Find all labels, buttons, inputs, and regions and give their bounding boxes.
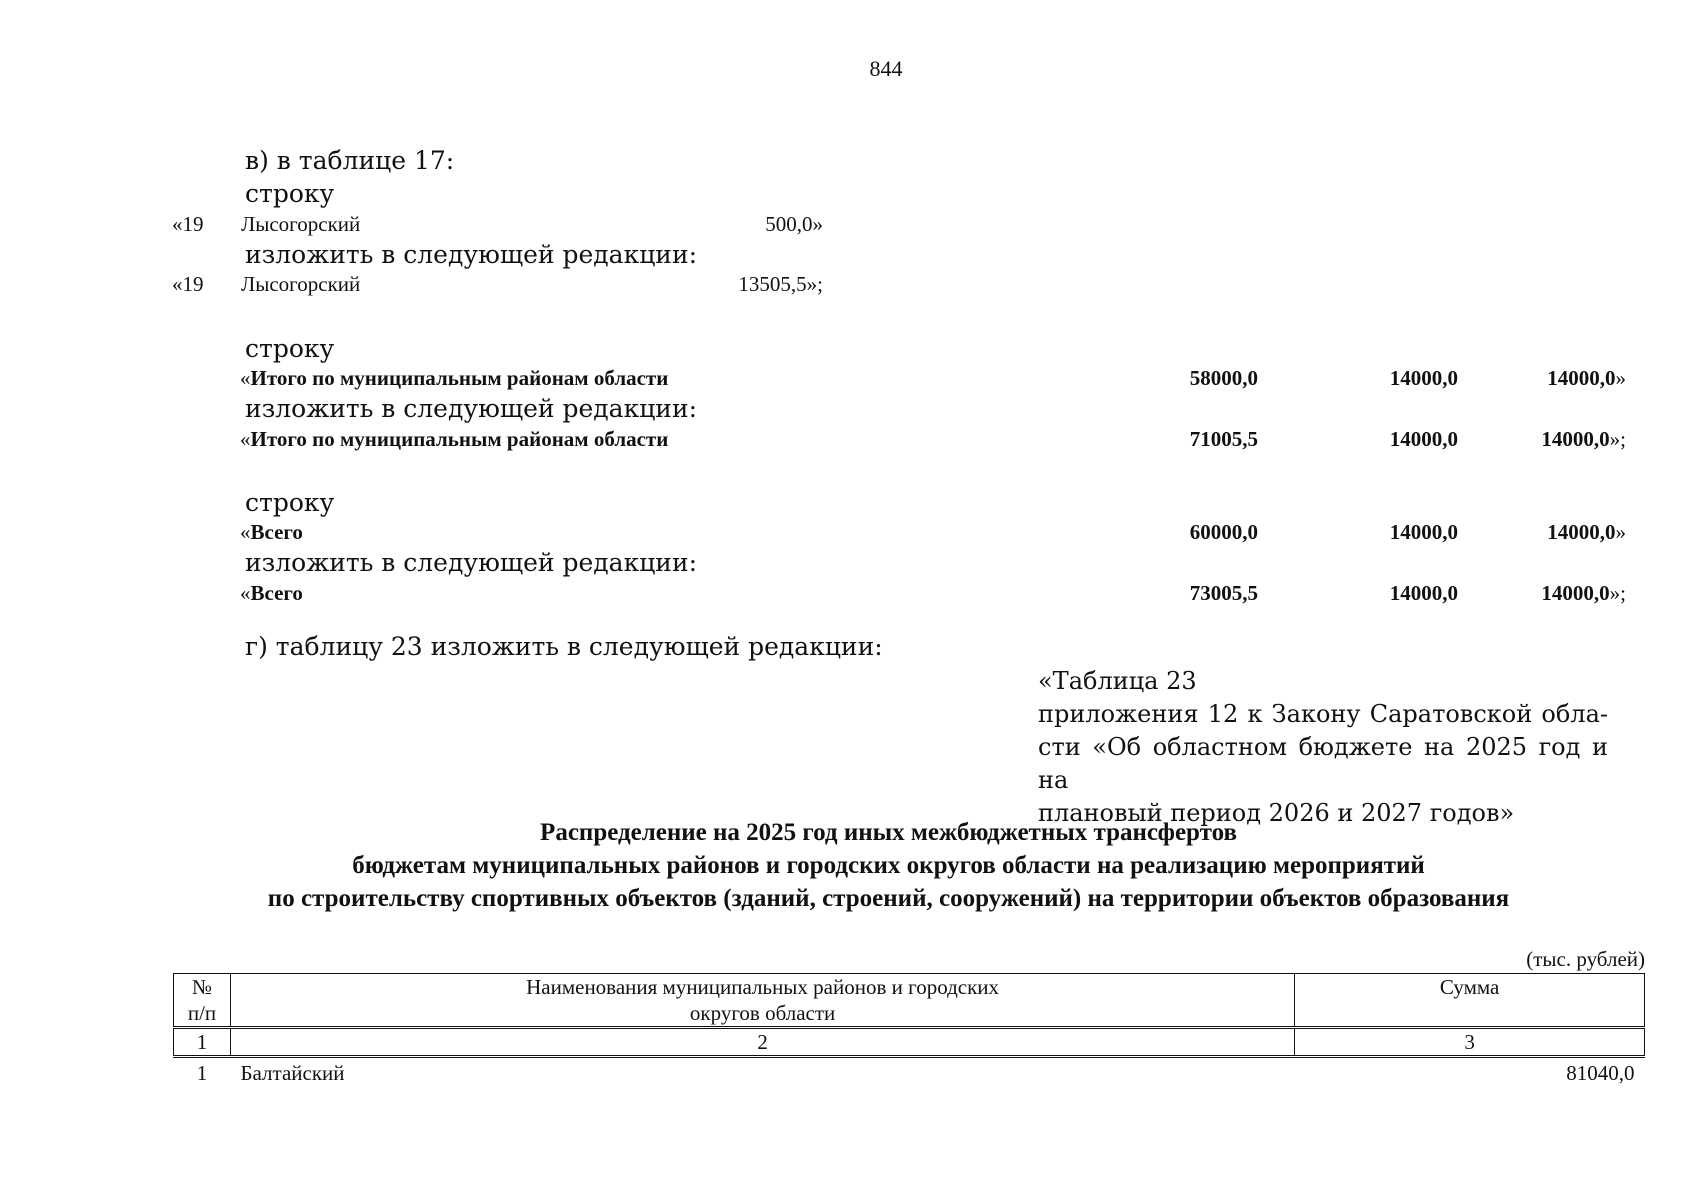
itogo-old-v3: 14000,0»	[1547, 366, 1626, 390]
table-ref-line: приложения 12 к Закону Саратовской обла-	[1038, 700, 1608, 728]
table-row	[174, 1057, 1645, 1089]
itogo-new-v1: 71005,5	[1189, 427, 1258, 451]
table-ref-line: плановый период 2026 и 2027 годов»	[1038, 799, 1515, 827]
replace-label: изложить в следующей редакции:	[245, 548, 698, 577]
table-ref-line: «Таблица 23	[1038, 667, 1197, 695]
stroku-label: строку	[245, 179, 335, 208]
row-new-num: «19	[172, 272, 204, 296]
title-line: по строительству спортивных объектов (зданий, строений, сооружений) на территории объектов образования	[267, 885, 1510, 912]
title-line: Распределение на 2025 год иных межбюджетных трансфертов	[540, 819, 1237, 846]
section-v-intro: в) в таблице 17:	[245, 146, 455, 175]
vsego-old-label: «Всего	[240, 520, 303, 544]
header-sum: Сумма	[1295, 974, 1645, 1028]
row-name: Балтайский	[240, 1061, 345, 1085]
replace-label: изложить в следующей редакции:	[245, 394, 698, 423]
row-new-name: Лысогорский	[241, 272, 361, 296]
itogo-old-v2: 14000,0	[1389, 366, 1458, 390]
table-ref-line: сти «Об областном бюджете на 2025 год и на	[1038, 733, 1608, 794]
title-line: бюджетам муниципальных районов и городских округов области на реализацию мероприятий	[352, 852, 1425, 879]
table-header-row	[174, 974, 1645, 1028]
row-old-value: 500,0»	[765, 212, 823, 236]
distribution-table	[173, 973, 1645, 1088]
replace-label: изложить в следующей редакции:	[245, 240, 698, 269]
header-num: № п/п	[174, 974, 231, 1028]
header-name: Наименования муниципальных районов и городских округов области	[230, 974, 1294, 1028]
itogo-old-label: «Итого по муниципальным районам области	[240, 366, 669, 390]
vsego-old-v2: 14000,0	[1389, 520, 1458, 544]
section-g-intro: г) таблицу 23 изложить в следующей редакции:	[245, 632, 883, 661]
column-number: 1	[174, 1028, 231, 1057]
row-old-name: Лысогорский	[241, 212, 361, 236]
row-sum: 81040,0	[1566, 1061, 1635, 1085]
vsego-old-v3: 14000,0»	[1547, 520, 1626, 544]
itogo-new-label: «Итого по муниципальным районам области	[240, 427, 669, 451]
unit-label: (тыс. рублей)	[1526, 947, 1645, 971]
stroku-label: строку	[245, 334, 335, 363]
column-number: 2	[230, 1028, 1294, 1057]
table-reference	[1038, 665, 1608, 830]
vsego-new-v2: 14000,0	[1389, 581, 1458, 605]
itogo-new-v2: 14000,0	[1389, 427, 1458, 451]
vsego-new-v3: 14000,0»;	[1541, 581, 1626, 605]
page-number: 844	[869, 56, 903, 81]
row-num: 1	[196, 1061, 208, 1085]
stroku-label: строку	[245, 488, 335, 517]
column-number: 3	[1295, 1028, 1645, 1057]
row-old-num: «19	[172, 212, 204, 236]
vsego-old-v1: 60000,0	[1189, 520, 1258, 544]
vsego-new-v1: 73005,5	[1189, 581, 1258, 605]
itogo-new-v3: 14000,0»;	[1541, 427, 1626, 451]
page-title	[140, 816, 1637, 915]
vsego-new-label: «Всего	[240, 581, 303, 605]
itogo-old-v1: 58000,0	[1189, 366, 1258, 390]
column-number-row	[174, 1028, 1645, 1057]
row-new-value: 13505,5»;	[738, 272, 823, 296]
